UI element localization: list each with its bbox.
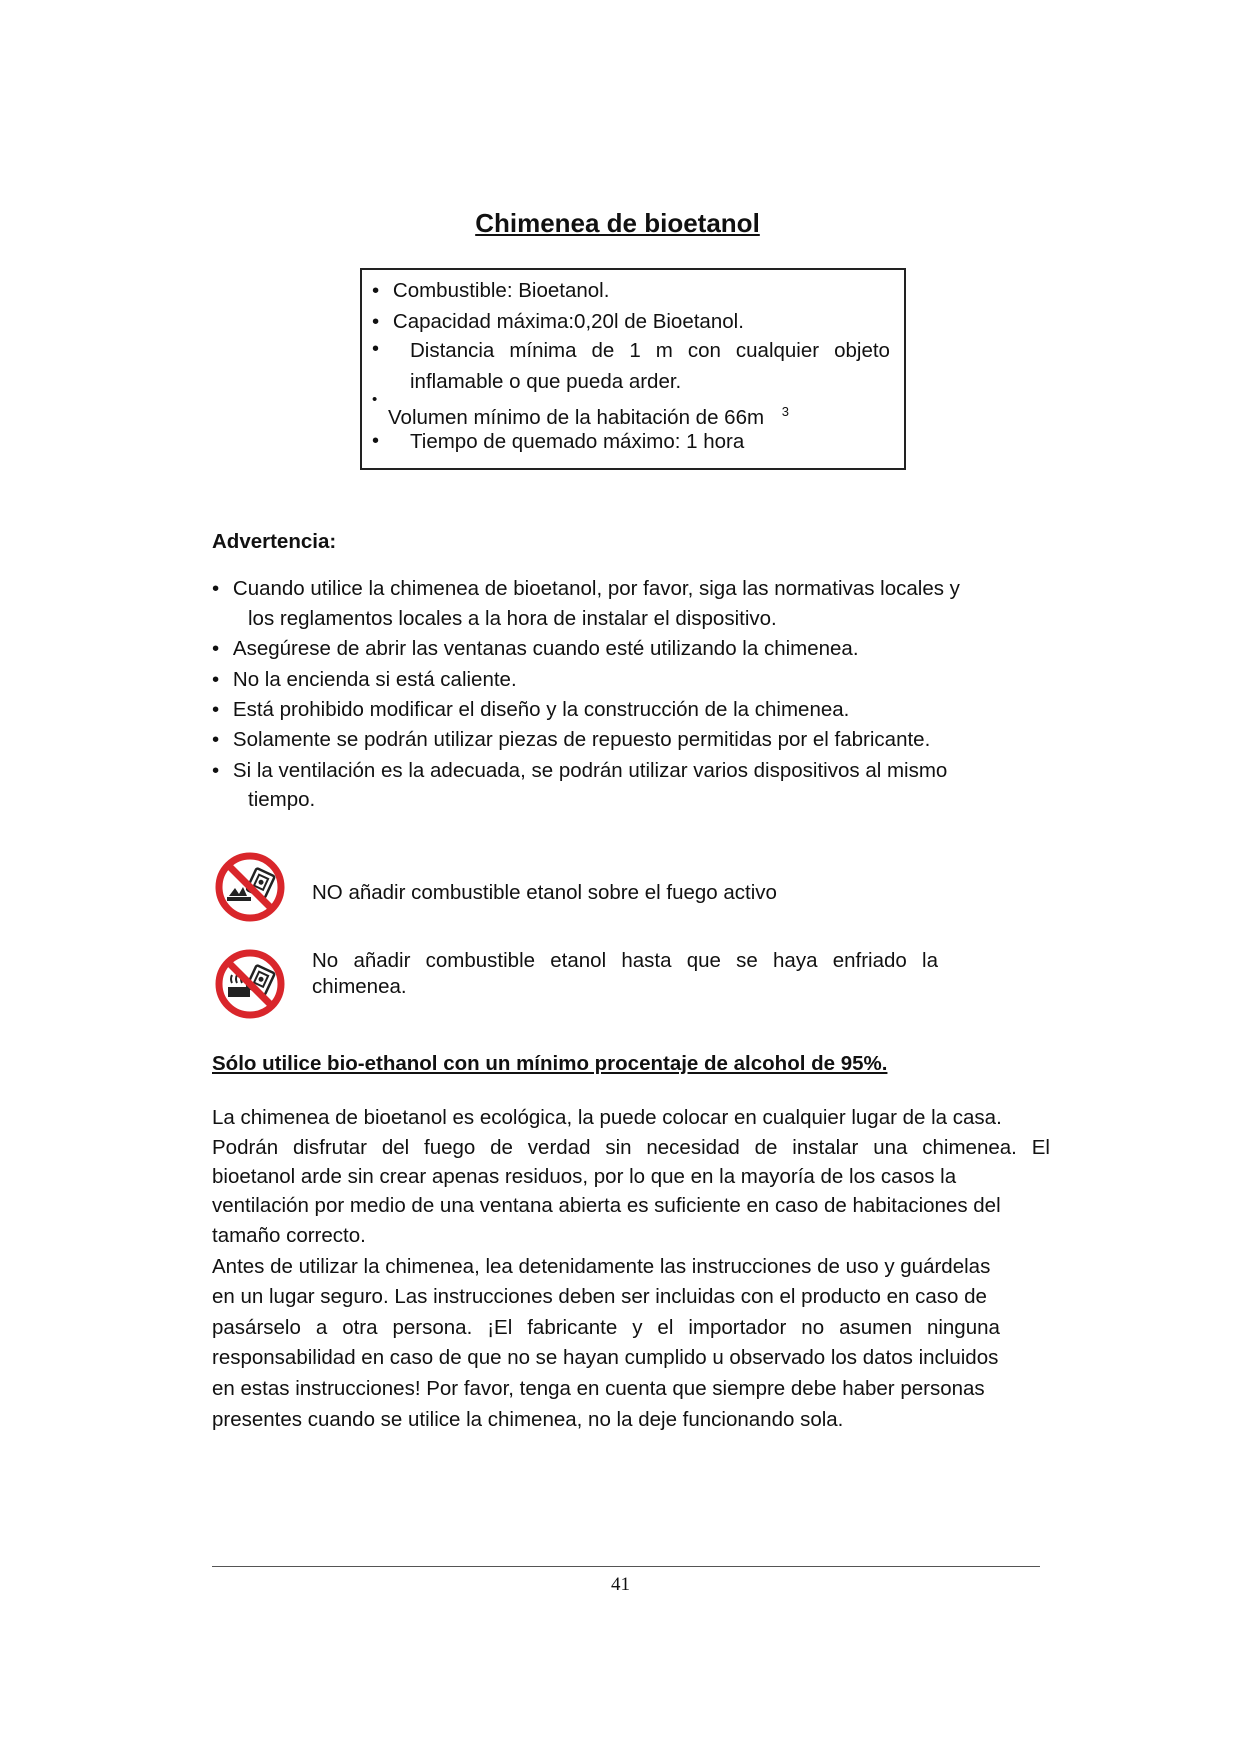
paragraph: Antes de utilizar la chimenea, lea detenidamente las instrucciones de uso y guárdelas en un lugar seguro. Las instrucciones deben ser incluidas con el producto en caso de pasárselo a otra persona. ¡El fabricante y el importador no asumen ninguna responsabilidad en caso de que no se hayan cumplido u observado los datos incluidos en estas instrucciones! Por favor, tenga en cuenta que siempre debe haber personas presentes cuando se utilice la chimenea, no la deje funcionando sola. [212,1255,1000,1431]
word: la [922,949,938,972]
spec-item: • Combustible: Bioetanol. [372,279,610,302]
bullet-icon: • [212,759,220,782]
sign-caption-continuation: chimenea. [312,975,407,998]
bullet-icon: • [372,310,380,333]
footer-rule [212,1566,1040,1567]
warning-item: • Cuando utilice la chimenea de bioetanol, por favor, siga las normativas locales y [212,577,960,600]
word: persona. [392,1316,473,1339]
word: otra [342,1316,378,1339]
bullet-icon: • [212,698,220,721]
paragraph-line [212,1312,1000,1343]
word: el [657,1316,674,1339]
spec-item: Volumen mínimo de la habitación de 66m $^3$ [388,404,789,429]
word: chimenea. [922,1136,1017,1159]
word: a [315,1316,328,1339]
word: combustible [425,949,536,972]
warning-item: • No la encienda si está caliente. [212,668,517,691]
warning-heading: Advertencia: [212,530,337,553]
warning-item-continuation: tiempo. [248,788,316,811]
word: m [655,339,673,362]
spec-item: • Capacidad máxima:0,20l de Bioetanol. [372,310,744,333]
word: haya [773,949,818,972]
warning-item: • Solamente se podrán utilizar piezas de repuesto permitidas por el fabricante. [212,728,931,751]
word: ninguna [926,1316,1000,1339]
word: con [687,339,721,362]
word: sin [605,1136,632,1159]
paragraph-line [212,1133,1050,1162]
word: enfriado [832,949,907,972]
word: objeto [834,339,890,362]
alcohol-notice: Sólo utilice bio-ethanol con un mínimo procentaje de alcohol de 95%. [212,1052,888,1075]
word: hasta [621,949,672,972]
word: se [736,949,758,972]
bullet-icon: • [212,728,220,751]
word: no [801,1316,825,1339]
word: instalar [792,1136,859,1159]
word: Podrán [212,1136,279,1159]
word: de [754,1136,778,1159]
spec-item [410,336,890,366]
word: necesidad [646,1136,740,1159]
word: de [490,1136,513,1159]
page-number: 41 [611,1574,630,1595]
word: del [381,1136,410,1159]
word: ¡El [487,1316,513,1339]
sign-caption: NO añadir combustible etanol sobre el fuego activo [312,881,777,904]
bullet-icon: • [372,430,380,452]
no-refuel-hot-fireplace-icon [213,947,287,1026]
word: mínima [509,339,577,362]
word: fuego [424,1136,476,1159]
word: cualquier [735,339,820,362]
bullet-icon: • [212,668,220,691]
warning-item: • Está prohibido modificar el diseño y la construcción de la chimenea. [212,698,850,721]
word: verdad [527,1136,591,1159]
word: pasárselo [212,1316,301,1339]
no-refuel-active-fire-icon [213,850,287,929]
bullet-icon: • [212,637,220,660]
word: No [312,949,339,972]
bullet-icon: • [372,338,380,360]
bullet-icon: • [212,577,220,600]
paragraph: La chimenea de bioetanol es ecológica, la puede colocar en cualquier lugar de la casa. Podrán disfrutar del fuego de verdad sin necesidad de instalar una chimenea. El bioetanol arde sin crear apenas residuos, por lo que en la mayoría de los casos la ventilación por medio de una ventana abierta es suficiente en caso de habitaciones del tamaño correcto. [212,1106,1050,1247]
word: de [591,339,615,362]
word: 1 [629,339,641,362]
word: asumen [839,1316,912,1339]
word: disfrutar [292,1136,367,1159]
word: Distancia [410,339,495,362]
warning-item: • Si la ventilación es la adecuada, se podrán utilizar varios dispositivos al mismo [212,759,948,782]
word: fabricante [527,1316,618,1339]
word: añadir [353,949,411,972]
warning-item: • Asegúrese de abrir las ventanas cuando esté utilizando la chimenea. [212,637,859,660]
word: importador [688,1316,787,1339]
warning-item-continuation: los reglamentos locales a la hora de instalar el dispositivo. [248,607,777,630]
word: etanol [550,949,607,972]
spec-item-continuation: inflamable o que pueda arder. [410,370,682,393]
bullet-icon: • [372,279,380,302]
word: y [632,1316,643,1339]
page-title: Chimenea de bioetanol [475,208,760,238]
word: que [686,949,721,972]
word: una [873,1136,908,1159]
bullet-icon: • [372,391,378,408]
spec-item: Tiempo de quemado máximo: 1 hora [410,430,745,453]
word: El [1031,1136,1050,1159]
